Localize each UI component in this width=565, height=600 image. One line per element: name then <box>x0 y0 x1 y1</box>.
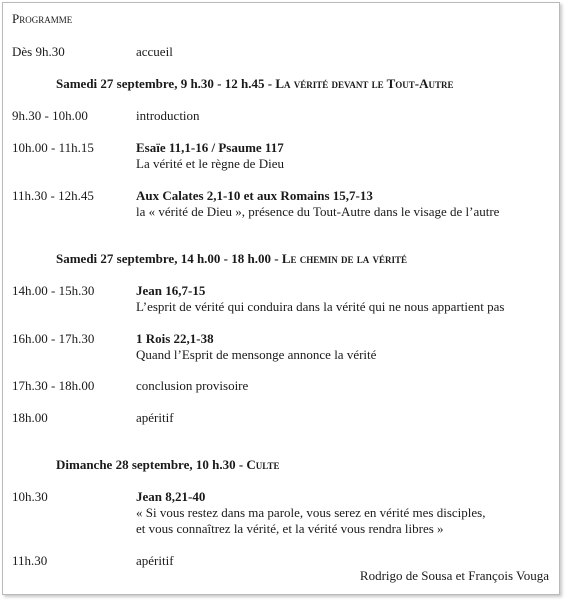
row-time: 10h.30 <box>12 489 48 504</box>
row-time: 14h.00 - 15h.30 <box>12 283 95 298</box>
row-time: 17h.30 - 18h.00 <box>12 378 95 393</box>
row-label-line1: « Si vous restez dans ma parole, vous serez en vérité mes disciples, <box>136 505 486 520</box>
row-time: 10h.00 - 11h.15 <box>12 140 94 155</box>
section-heading-3-title: Culte <box>246 457 280 472</box>
row-time: 18h.00 <box>12 410 48 425</box>
accueil-label: accueil <box>136 44 173 59</box>
row-time: 9h.30 - 10h.00 <box>12 108 88 123</box>
section-heading-3 <box>56 457 280 473</box>
row-time: 11h.30 <box>12 553 48 568</box>
row-time: 16h.00 - 17h.30 <box>12 331 95 346</box>
section-heading-1-title: La vérité devant le Tout-Autre <box>275 76 454 91</box>
row-label: apéritif <box>136 410 174 425</box>
row-label: La vérité et le règne de Dieu <box>136 156 284 171</box>
row-label-line2: et vous connaîtrez la vérité, et la vérité vous rendra libres » <box>136 521 444 536</box>
row-time: 11h.30 - 12h.45 <box>12 188 94 203</box>
row-label: L’esprit de vérité qui conduira dans la vérité qui ne nous appartient pas <box>136 299 505 314</box>
row-label: Quand l’Esprit de mensonge annonce la vérité <box>136 347 377 362</box>
row-label: conclusion provisoire <box>136 378 249 393</box>
accueil-time: Dès 9h.30 <box>12 44 65 59</box>
row-label: introduction <box>136 108 200 123</box>
programme-title: Programme <box>12 11 73 26</box>
row-title: Esaïe 11,1-16 / Psaume 117 <box>136 140 284 155</box>
row-title: Aux Calates 2,1-10 et aux Romains 15,7-13 <box>136 188 373 203</box>
section-heading-2-title: Le chemin de la vérité <box>281 251 408 266</box>
section-heading-2-main: Samedi 27 septembre, 14 h.00 - 18 h.00 - <box>56 251 282 266</box>
row-title: Jean 8,21-40 <box>136 489 206 504</box>
section-heading-1 <box>56 76 454 92</box>
row-title: 1 Rois 22,1-38 <box>136 331 214 346</box>
section-heading-2 <box>56 251 407 267</box>
signature: Rodrigo de Sousa et François Vouga <box>359 568 549 583</box>
row-title: Jean 16,7-15 <box>136 283 206 298</box>
row-label: la « vérité de Dieu », présence du Tout-Autre dans le visage de l’autre <box>136 204 500 219</box>
section-heading-3-main: Dimanche 28 septembre, 10 h.30 - <box>56 457 247 472</box>
section-heading-1-main: Samedi 27 septembre, 9 h.30 - 12 h.45 - <box>56 76 276 91</box>
row-label: apéritif <box>136 553 174 568</box>
